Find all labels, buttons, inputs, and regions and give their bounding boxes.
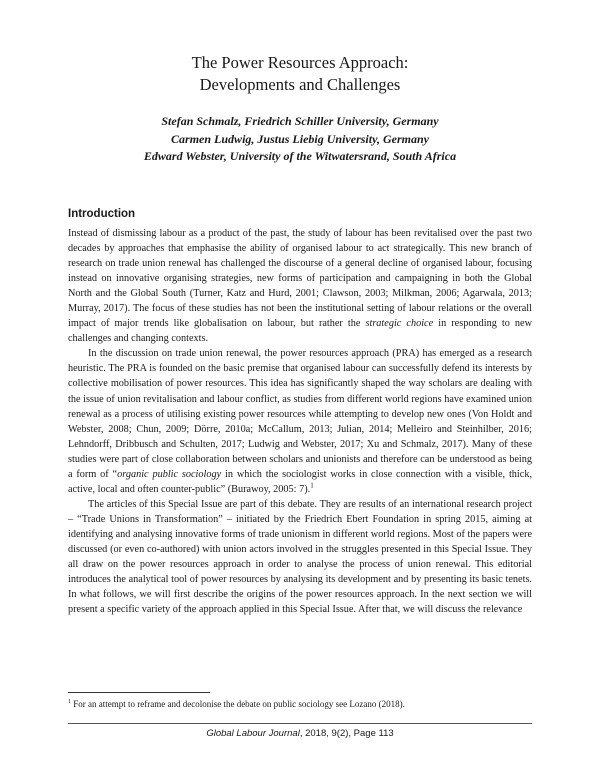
author-1: Stefan Schmalz, Friedrich Schiller University, Germany [161,114,439,128]
title-line-2: Developments and Challenges [199,75,401,94]
footnote-text: For an attempt to reframe and decolonise the debate on public sociology see Lozano (2018). [71,699,405,709]
footnote [68,698,532,710]
paragraph-1: Instead of dismissing labour as a product of the past, the study of labour has been revitalised over the past two decades by approaches that emphasise the ability of organised labour to act strategically. This new branch of research on trade union renewal has challenged the discourse of a general decline of organised labour, focusing instead on innovative organising strategies, new forms of participation and campaigning in both the Global North and the Global South (Turner, Katz and Hurd, 2001; Clawson, 2003; Milkman, 2006; Agarwala, 2013; Murray, 2017). The focus of these studies has not been the institutional setting of labour relations or the overall impact of major trends like globalisation on labour, but rather the strategic choice in responding to new challenges and changing contexts. [68,228,532,345]
paragraph-2: In the discussion on trade union renewal, the power resources approach (PRA) has emerged as a research heuristic. The PRA is founded on the basic premise that organised labour can successfully defend its interests by collective mobilisation of power resources. This idea has significantly shaped the way scholars are dealing with the issue of union revitalisation and labour conflict, as studies from different world regions have examined union renewal as a process of utilising existing power resources while attempting to develop new ones (Von Holdt and Webster, 2008; Chun, 2009; Dörre, 2010a; McCallum, 2013; Julian, 2014; Melleiro and Steinhilber, 2016; Lehndorff, Dribbusch and Schulten, 2017; Ludwig and Webster, 2017; Xu and Schmalz, 2017). Many of these studies were part of close collaboration between scholars and unionists and therefore can be understood as being a form of “organic public sociology in which the sociologist works in close connection with a visible, thick, active, local and often counter-public” (Burawoy, 2005: 7).$^1$ [68,348,533,495]
footnote-mark: 1 [68,699,71,705]
paragraph-3: The articles of this Special Issue are part of this debate. They are results of an international research project – “Trade Unions in Transformation” – initiated by the Friedrich Ebert Foundation in spring 2015, aiming at identifying and analysing innovative forms of trade unionism in different world regions. Most of the papers were discussed (or even co-authored) with union actors involved in the struggles presented in this Special Issue. They all draw on the power resources approach in order to analyse the process of union renewal. This editorial introduces the analytical tool of power resources by analysing its development and by presenting its basic tenets. In what follows, we will first describe the origins of the power resources approach. In the next section we will present a specific variety of the approach applied in this Special Issue. After that, we will discuss the relevance [68,498,532,616]
footer-citation: , 2018, 9(2), Page 113 [299,728,394,739]
article-title [0,52,600,96]
author-3: Edward Webster, University of the Witwatersrand, South Africa [143,149,457,163]
footer-divider [68,723,532,724]
footnote-divider [68,692,210,693]
body-text [68,226,532,617]
title-line-1: The Power Resources Approach: [191,53,409,72]
footer-journal: Global Labour Journal [206,728,300,739]
footnote-reference[interactable]: 1 [310,481,314,490]
emphasis-organic-public-sociology: organic public sociology [117,468,222,480]
author-list [0,113,600,166]
page-footer [0,728,600,739]
author-2: Carmen Ludwig, Justus Liebig University, Germany [171,131,429,146]
section-heading: Introduction [68,208,136,220]
emphasis-strategic-choice: strategic choice [365,318,434,330]
